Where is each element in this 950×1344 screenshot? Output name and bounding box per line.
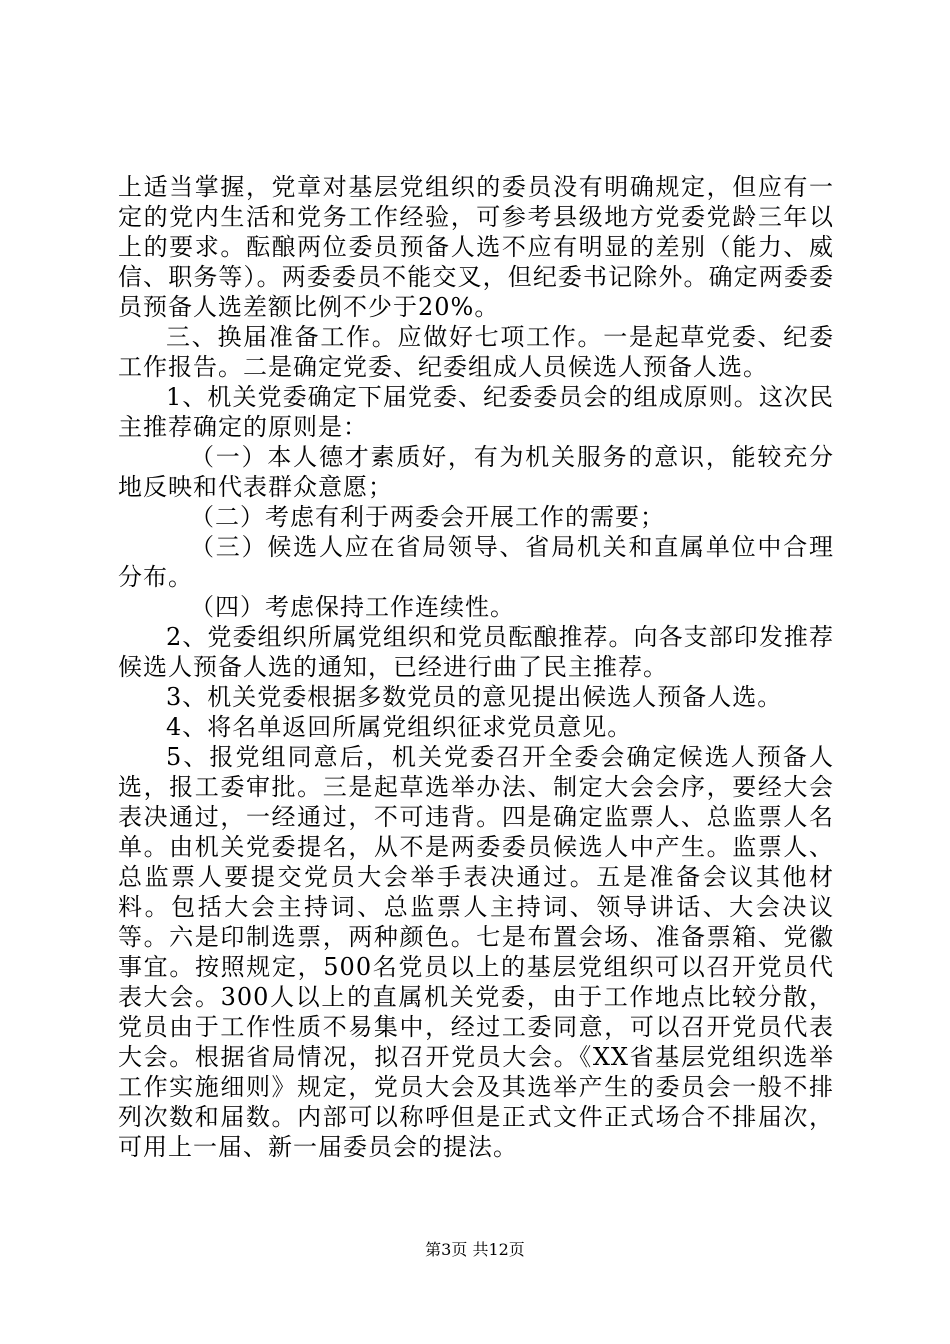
paragraph-principle-2: （二）考虑有利于两委会开展工作的需要； — [190, 503, 665, 531]
paragraph-principle-3: （三）候选人应在省局领导、省局机关和直属单位中合理分布。 — [118, 533, 834, 591]
paragraph-item-1: 1、机关党委确定下届党委、纪委委员会的组成原则。这次民主推荐确定的原则是： — [118, 383, 834, 441]
paragraph-principle-1: （一）本人德才素质好，有为机关服务的意识，能较充分地反映和代表群众意愿； — [118, 443, 834, 501]
paragraph-section-three: 三、换届准备工作。应做好七项工作。一是起草党委、纪委工作报告。二是确定党委、纪委组成人员候选人预备人选。 — [118, 323, 834, 381]
document-body — [118, 172, 834, 1162]
paragraph-continuation: 上适当掌握，党章对基层党组织的委员没有明确规定，但应有一定的党内生活和党务工作经验，可参考县级地方党委党龄三年以上的要求。酝酿两位委员预备人选不应有明显的差别（能力、威信、职务等）。两委委员不能交叉，但纪委书记除外。确定两委委员预备人选差额比例不少于20%。 — [118, 173, 834, 321]
paragraph-item-3: 3、机关党委根据多数党员的意见提出候选人预备人选。 — [166, 683, 783, 711]
page-number-footer: 第3页 共12页 — [425, 1240, 525, 1259]
paragraph-item-2: 2、党委组织所属党组织和党员酝酿推荐。向各支部印发推荐候选人预备人选的通知，已经进行曲了民主推荐。 — [118, 623, 834, 681]
paragraph-principle-4: （四）考虑保持工作连续性。 — [190, 593, 515, 621]
paragraph-item-4: 4、将名单返回所属党组织征求党员意见。 — [166, 713, 633, 741]
paragraph-item-5: 5、报党组同意后，机关党委召开全委会确定候选人预备人选，报工委审批。三是起草选举办法、制定大会会序，要经大会表决通过，一经通过，不可违背。四是确定监票人、总监票人名单。由机关党委提名，从不是两委委员候选人中产生。监票人、总监票人要提交党员大会举手表决通过。五是准备会议其他材料。包括大会主持词、总监票人主持词、领导讲话、大会决议等。六是印制选票，两种颜色。七是布置会场、准备票箱、党徽事宜。按照规定，500名党员以上的基层党组织可以召开党员代表大会。300人以上的直属机关党委，由于工作地点比较分散，党员由于工作性质不易集中，经过工委同意，可以召开党员代表大会。根据省局情况，拟召开党员大会。《XX省基层党组织选举工作实施细则》规定，党员大会及其选举产生的委员会一般不排列次数和届数。内部可以称呼但是正式文件正式场合不排届次，可用上一届、新一届委员会的提法。 — [118, 743, 834, 1161]
